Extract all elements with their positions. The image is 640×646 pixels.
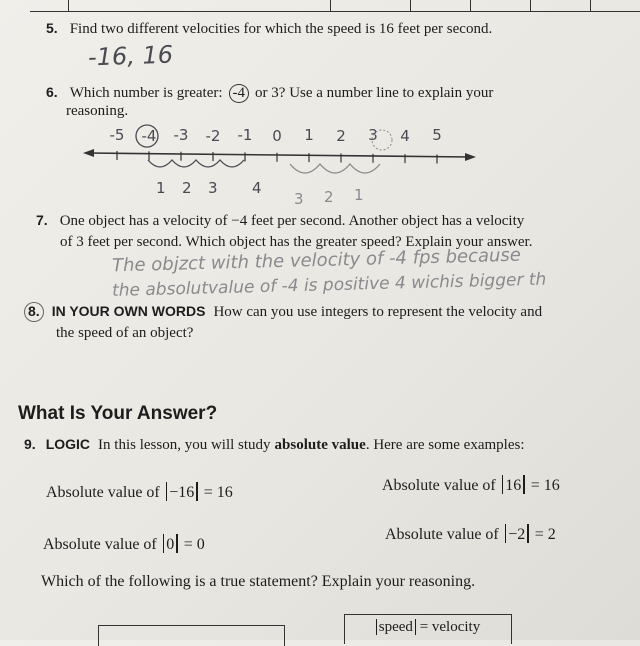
answer-5-handwritten: -16, 16 xyxy=(87,40,174,72)
number-line-label: 3 xyxy=(368,126,378,144)
question-6 xyxy=(46,84,636,103)
number-line-label: 2 xyxy=(336,127,346,145)
number-line-label: -5 xyxy=(109,126,125,144)
absolute-value-inner: 16 xyxy=(505,477,522,494)
jump-count-right: 2 xyxy=(324,188,334,206)
question-heading: LOGIC xyxy=(45,436,91,452)
number-line-label: -3 xyxy=(173,126,189,144)
question-text: One object has a velocity of −4 feet per second. Another object has a velocity xyxy=(59,213,525,229)
option-rest: = velocity xyxy=(419,619,481,635)
example-2: Absolute value of 16 = 16 xyxy=(382,477,560,494)
number-line-label: -1 xyxy=(237,126,253,144)
key-term: absolute value xyxy=(274,437,366,453)
section-title: What Is Your Answer? xyxy=(18,403,218,424)
question-text: Which number is greater: xyxy=(69,85,223,101)
question-7 xyxy=(36,212,636,230)
number-line-label: 1 xyxy=(304,126,314,144)
absolute-value-inner: −16 xyxy=(169,484,195,501)
question-text: Find two different velocities for which the speed is 16 feet per second. xyxy=(69,21,493,37)
jump-count-left: 1 xyxy=(156,179,166,197)
jump-count-right: 1 xyxy=(354,186,364,204)
option-inner: speed xyxy=(376,619,416,635)
answer-7-handwritten-line-2: the absolutvalue of -4 is positive 4 wichis bigger th xyxy=(111,269,547,301)
answer-7-handwritten-line-1: The objzct with the velocity of -4 fps because xyxy=(111,244,522,277)
number-line-label: 0 xyxy=(272,127,282,145)
question-9-prompt: Which of the following is a true statement? Explain your reasoning. xyxy=(41,573,476,590)
absolute-value-inner: 0 xyxy=(166,536,175,553)
question-5 xyxy=(46,20,636,38)
question-8-number-circle xyxy=(24,302,44,322)
absolute-value-inner: −2 xyxy=(508,526,526,543)
question-number: 7. xyxy=(36,212,48,228)
table-border-top xyxy=(30,0,640,12)
question-text: reasoning. xyxy=(66,103,129,119)
question-number: 9. xyxy=(24,436,36,452)
question-text: the speed of an object? xyxy=(56,325,194,341)
question-number: 5. xyxy=(46,20,58,36)
question-8 xyxy=(24,302,636,322)
number-line-label: -4 xyxy=(141,127,157,145)
question-text: In this lesson, you will study xyxy=(98,437,271,453)
jump-count-right: 3 xyxy=(294,190,304,208)
question-number: 8. xyxy=(28,303,40,319)
circled-number: -4 xyxy=(229,84,250,103)
jump-count-left: 2 xyxy=(182,179,192,197)
question-text: or 3? Use a number line to explain your xyxy=(255,85,494,101)
question-text: of 3 feet per second. Which object has the greater speed? Explain your answer. xyxy=(60,234,533,250)
number-line-drawing xyxy=(80,120,480,215)
number-line-label: -2 xyxy=(205,127,221,145)
example-3: Absolute value of 0 = 0 xyxy=(43,536,205,553)
question-text: . Here are some examples: xyxy=(365,437,525,453)
question-heading: IN YOUR OWN WORDS xyxy=(51,303,206,319)
option-box-left[interactable] xyxy=(98,625,285,646)
question-text: How can you use integers to represent the velocity and xyxy=(213,304,543,320)
question-9 xyxy=(24,436,636,454)
jump-count-left: 3 xyxy=(208,179,218,197)
example-4: Absolute value of −2 = 2 xyxy=(385,526,556,543)
jump-count-left: 4 xyxy=(252,179,262,197)
number-line-label: 4 xyxy=(400,127,410,145)
question-number: 6. xyxy=(46,84,58,100)
number-line-label: 5 xyxy=(432,126,442,144)
example-1: Absolute value of −16 = 16 xyxy=(46,484,233,501)
